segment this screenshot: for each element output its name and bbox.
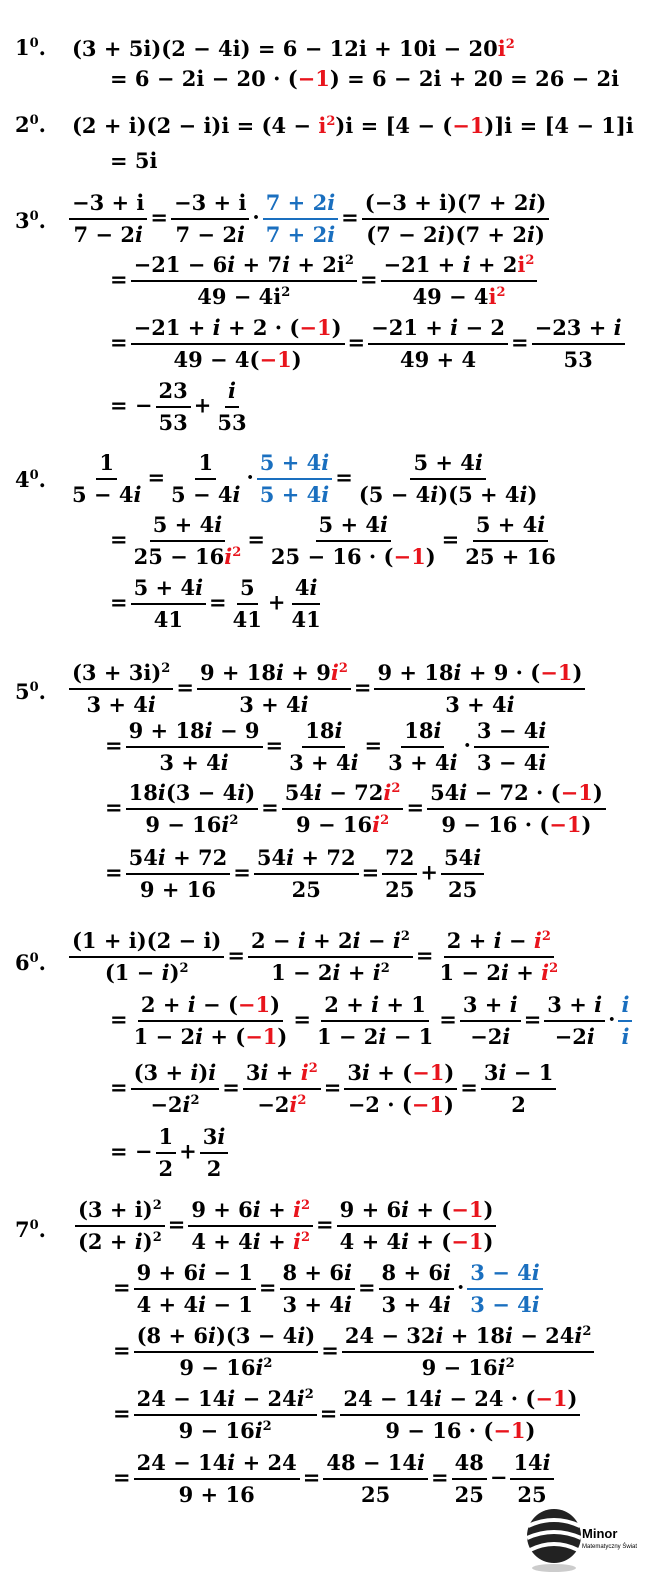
problem-1-line-2: = 6 − 2i − 20 · (−1) = 6 − 2i + 20 = 26 − 2i: [110, 66, 620, 91]
problem-4-line-2: = $\frac{5 + 4i}{25 - 16i^2}$ = $\frac{5 + 4i}{25 - 16 \cdot (-1)}$ = $\frac{5 + 4i}{25 + 16}$: [110, 512, 556, 569]
problem-1-line-1: $(3 + 5i)(2 - 4i) = 6 - 12i + 10i - 20i^2$: [72, 36, 515, 61]
problem-6-line-2: = $\frac{2 + i - (-1)}{1 - 2i + (-1)}$ = $\frac{2 + i + 1}{1 - 2i - 1}$ = $\frac{3 + i}{-2i}$ = $\frac{3 + i}{-2i}$ · $\frac{i}{i}$: [110, 992, 635, 1050]
problem-7-number: $7^0$.: [15, 1217, 46, 1242]
problem-2-number: $2^0$.: [15, 112, 46, 137]
problem-7-line-4: = $\frac{24 - 14i - 24i^2}{9 - 16i^2}$ = $\frac{24 - 14i - 24 \cdot (-1)}{9 - 16 \cdot (-1)}$: [113, 1386, 583, 1444]
problem-6-line-4: = − $\frac{1}{2}$ + $\frac{3i}{2}$: [110, 1124, 231, 1182]
problem-6-line-3: = $\frac{(3 + i)i}{-2i^2}$ = $\frac{3i + i^2}{-2i^2}$ = $\frac{3i + (-1)}{-2 \cdot (-1)}$ = $\frac{3i - 1}{2}$: [110, 1060, 559, 1118]
minor-logo: [520, 1500, 645, 1575]
problem-2-line-2: = 5i: [110, 148, 158, 173]
problem-4-line-3: = $\frac{5 + 4i}{41}$ = $\frac{5}{41}$ + $\frac{4i}{41}$: [110, 575, 321, 632]
problem-7-line-1: $\frac{(3 + i)^2}{(2 + i)^2}$ = $\frac{9 + 6i + i^2}{4 + 4i + i^2}$ = $\frac{9 + 6i + (-1)}{4 + 4i + (-1)}$: [72, 1197, 499, 1255]
problem-3-line-2: = $\frac{-21 - 6i + 7i + 2i^2}{49 - 4i^2}$ = $\frac{-21 + i + 2i^2}{49 - 4i^2}$: [110, 252, 540, 310]
problem-3-line-4: = − $\frac{23}{53}$ + $\frac{i}{53}$: [110, 378, 247, 435]
brand-tagline: Matematyczny Świat: [582, 1544, 638, 1550]
problem-3-number: $3^0$.: [15, 208, 46, 233]
brand-name: Minor: [582, 1526, 618, 1541]
problem-3-line-1: $\frac{-3 + i}{7 - 2i}$ = $\frac{-3 + i}{7 - 2i}$ · $\frac{7 + 2i}{7 + 2i}$ = $\frac{(-3 + i)(7 + 2i)}{(7 - 2i)(7 + 2i)}$: [66, 190, 552, 248]
problem-3-line-3: = $\frac{-21 + i + 2 \cdot (-1)}{49 - 4(-1)}$ = $\frac{-21 + i - 2}{49 + 4}$ = $\frac{-23 + i}{53}$: [110, 315, 628, 373]
problem-5-line-1: $\frac{(3 + 3i)^2}{3 + 4i}$ = $\frac{9 + 18i + 9i^2}{3 + 4i}$ = $\frac{9 + 18i + 9 \cdot (-1)}{3 + 4i}$: [66, 660, 588, 718]
problem-1-number: $1^0$.: [15, 35, 46, 60]
problem-7-line-3: = $\frac{(8 + 6i)(3 - 4i)}{9 - 16i^2}$ = $\frac{24 - 32i + 18i - 24i^2}{9 - 16i^2}$: [113, 1323, 597, 1381]
problem-2-line-1: $(2 + i)(2 - i)i = (4 - i^2)i = [4 - (-1)]i = [4 - 1]i$: [72, 113, 634, 138]
problem-5-line-2: = $\frac{9 + 18i - 9}{3 + 4i}$ = $\frac{18i}{3 + 4i}$ = $\frac{18i}{3 + 4i}$ · $\frac{3 - 4i}{3 - 4i}$: [105, 718, 552, 776]
problem-5-number: $5^0$.: [15, 679, 46, 704]
globe-icon: [520, 1500, 590, 1575]
problem-5-line-3: = $\frac{18i(3 - 4i)}{9 - 16i^2}$ = $\frac{54i - 72i^2}{9 - 16i^2}$ = $\frac{54i - 72 \cdot (-1)}{9 - 16 \cdot (-1)}$: [105, 780, 609, 838]
problem-6-line-1: $\frac{(1 + i)(2 - i)}{(1 - i)^2}$ = $\frac{2 - i + 2i - i^2}{1 - 2i + i^2}$ = $\frac{2 + i - i^2}{1 - 2i + i^2}$: [66, 928, 564, 986]
problem-4-number: $4^0$.: [15, 467, 46, 492]
problem-7-line-2: = $\frac{9 + 6i - 1}{4 + 4i - 1}$ = $\frac{8 + 6i}{3 + 4i}$ = $\frac{8 + 6i}{3 + 4i}$ · $\frac{3 - 4i}{3 - 4i}$: [113, 1260, 546, 1318]
problem-7-line-5: = $\frac{24 - 14i + 24}{9 + 16}$ = $\frac{48 - 14i}{25}$ = $\frac{48}{25}$ − $\frac{14i}{25}$: [113, 1450, 557, 1508]
problem-4-line-1: $\frac{1}{5 - 4i}$ = $\frac{1}{5 - 4i}$ · $\frac{5 + 4i}{5 + 4i}$ = $\frac{5 + 4i}{(5 - 4i)(5 + 4i)}$: [72, 450, 538, 507]
problem-6-number: $6^0$.: [15, 950, 46, 975]
problem-5-line-4: = $\frac{54i + 72}{9 + 16}$ = $\frac{54i + 72}{25}$ = $\frac{72}{25}$ + $\frac{54i}{25}$: [105, 845, 487, 903]
